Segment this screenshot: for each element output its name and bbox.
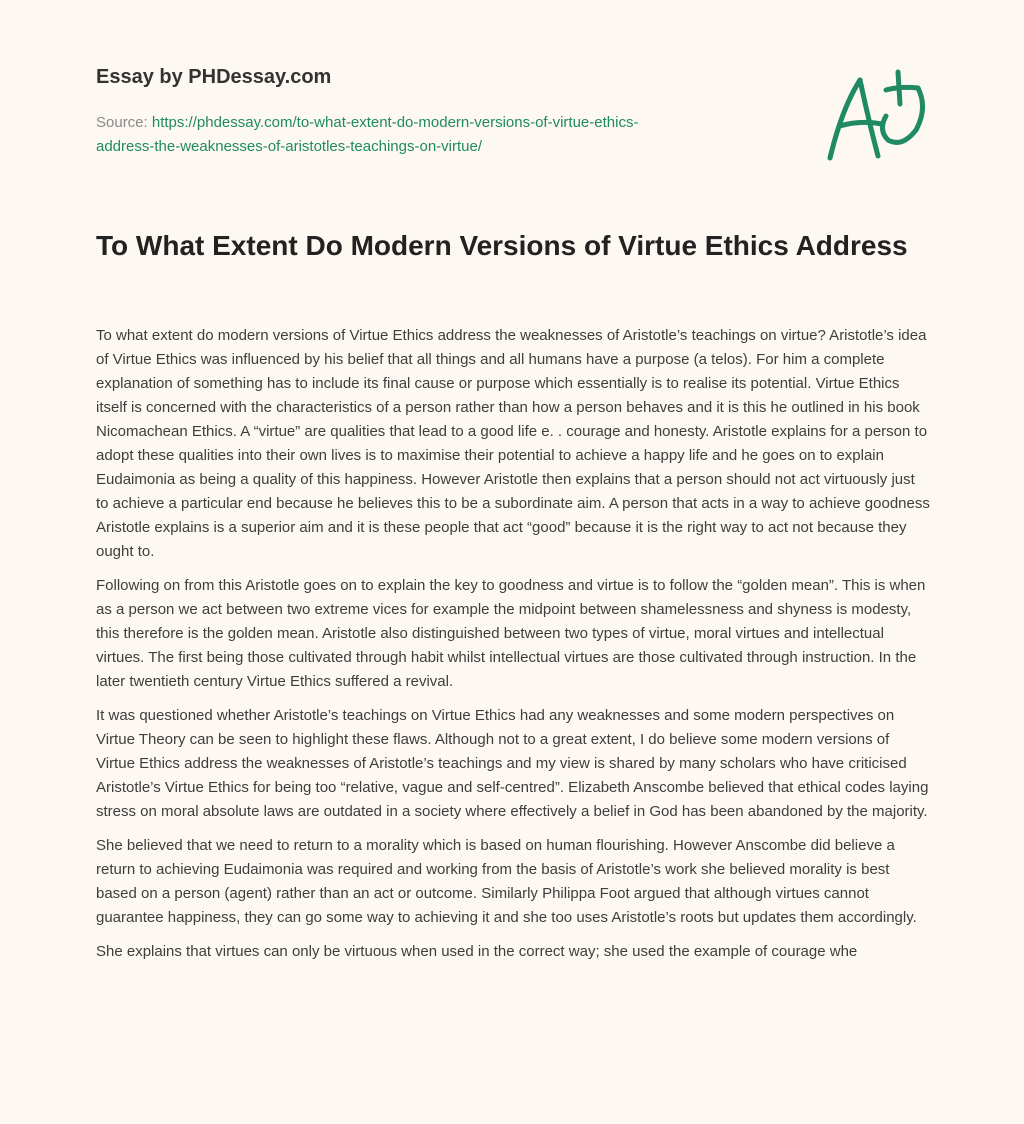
- essay-title: To What Extent Do Modern Versions of Virtue Ethics Address: [96, 230, 908, 261]
- plus-loop-stroke: [882, 88, 922, 142]
- source-link-line-2: address-the-weaknesses-of-aristotles-teachings-on-virtue/: [96, 138, 483, 155]
- source-link-line-1: https://phdessay.com/to-what-extent-do-modern-versions-of-virtue-ethics-: [151, 114, 639, 131]
- plus-horizontal-stroke: [886, 87, 918, 90]
- letter-a-crossbar: [840, 122, 882, 126]
- essay-paragraph: It was questioned whether Aristotle’s teachings on Virtue Ethics had any weaknesses and some modern perspectives on Virtue Theory can be seen to highlight these flaws. Although not to a great extent, I do believe some modern versions of Virtue Ethics address the weaknesses of Aristotle’s teachings and my view is shared by many scholars who have criticised Aristotle’s Virtue Ethics for being too “relative, vague and self-centred”. Elizabeth Anscombe believed that ethical codes laying stress on moral absolute laws are outdated in a society where effectively a belief in God has been abandoned by the majority.: [96, 707, 929, 820]
- letter-a-right-stroke: [860, 80, 878, 156]
- essay-body: [96, 324, 930, 974]
- source-line: [96, 111, 736, 159]
- essay-paragraph: Following on from this Aristotle goes on to explain the key to goodness and virtue is to follow the “golden mean”. This is when as a person we act between two extreme vices for example the midpoint between shamelessness and shyness is modesty, this therefore is the golden mean. Aristotle also distinguished between two types of virtue, moral virtues and intellectual virtues. The first being those cultivated through habit whilst intellectual virtues are those cultivated through instruction. In the later twentieth century Virtue Ethics suffered a revival.: [96, 577, 926, 690]
- site-title: Essay by PHDessay.com: [96, 66, 332, 88]
- essay-paragraph: To what extent do modern versions of Virtue Ethics address the weaknesses of Aristotle’s teachings on virtue? Aristotle’s idea of Virtue Ethics was influenced by his belief that all things and all humans have a purpose (a telos). For him a complete explanation of something has to include its final cause or purpose which essentially is to realise its potential. Virtue Ethics itself is concerned with the characteristics of a person rather than how a person behaves and it is this he outlined in his book Nicomachean Ethics. A “virtue” are qualities that lead to a good life e. . courage and honesty. Aristotle explains for a person to adopt these qualities into their own lives is to maximise their potential to achieve a happy life and he goes on to explain Eudaimonia as being a quality of this happiness. However Aristotle then explains that a person should not act virtuously just to achieve a particular end because he believes this to be a subordinate aim. A person that acts in a way to achieve goodness Aristotle explains is a superior aim and it is these people that act “good” because it is the right way to act not because they ought to.: [96, 327, 930, 560]
- letter-a-left-stroke: [830, 80, 860, 158]
- essay-paragraph: She believed that we need to return to a morality which is based on human flourishing. However Anscombe did believe a return to achieving Eudaimonia was required and working from the basis of Aristotle’s work she believed morality is best based on a person (agent) rather than an act or outcome. Similarly Philippa Foot argued that although virtues cannot guarantee happiness, they can go some way to achieving it and she too uses Aristotle’s roots but updates them accordingly.: [96, 837, 917, 926]
- source-link[interactable]: [96, 114, 638, 155]
- a-plus-grade-icon: [820, 68, 930, 168]
- essay-paragraph: She explains that virtues can only be virtuous when used in the correct way; she used the example of courage whe: [96, 943, 858, 960]
- source-label: Source:: [96, 114, 148, 131]
